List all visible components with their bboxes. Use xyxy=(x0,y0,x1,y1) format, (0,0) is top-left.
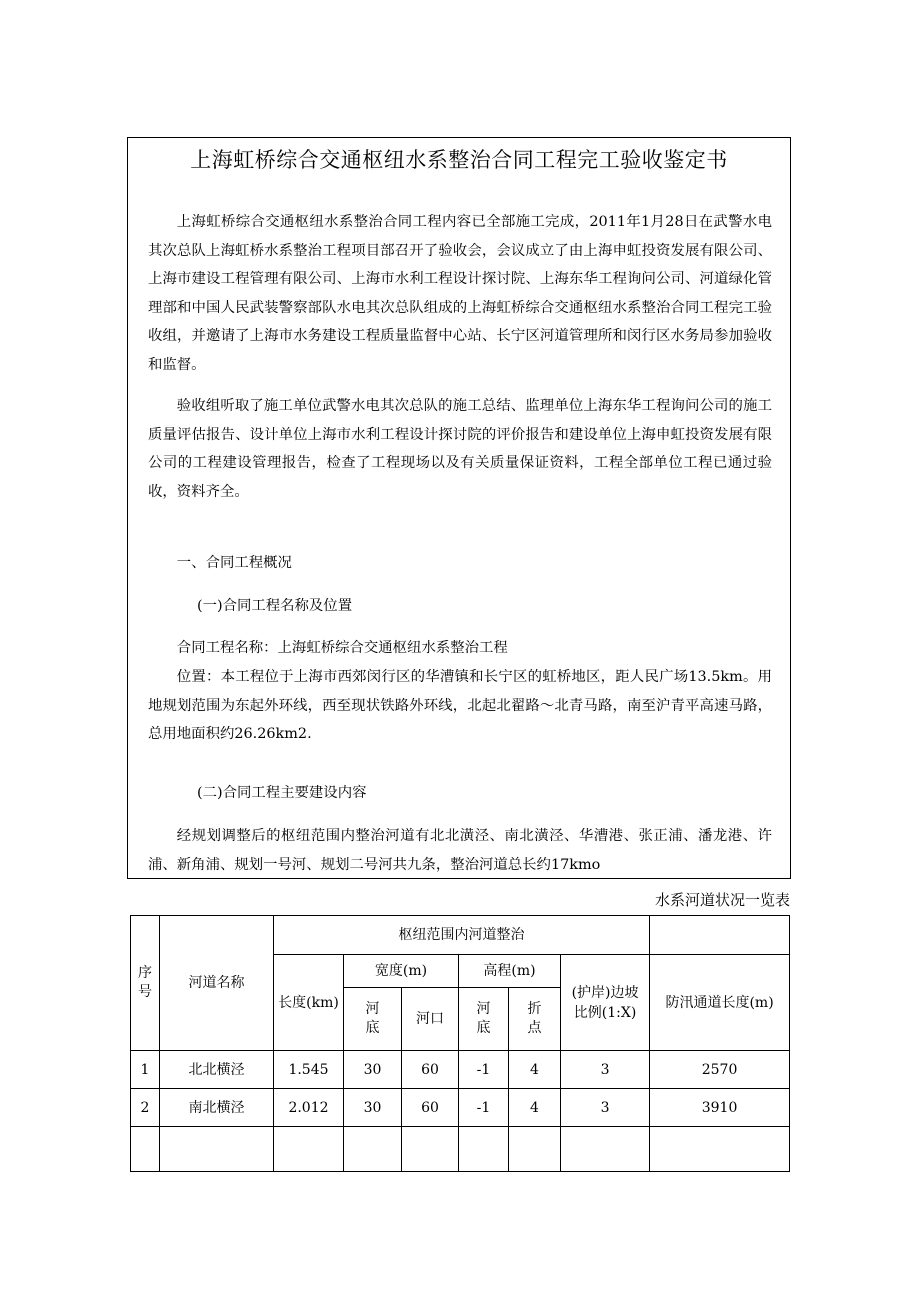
cell-width-bottom: 30 xyxy=(344,1089,402,1127)
river-status-table xyxy=(130,915,790,1172)
cell-empty xyxy=(650,1127,790,1172)
header-group: 枢纽范围内河道整治 xyxy=(274,916,650,955)
cell-elev-bottom: -1 xyxy=(459,1051,509,1089)
cell-river-name: 南北横泾 xyxy=(160,1089,274,1127)
location-paragraph xyxy=(148,663,772,749)
cell-river-name: 北北横泾 xyxy=(160,1051,274,1089)
cell-empty xyxy=(274,1127,344,1172)
cell-empty xyxy=(402,1127,459,1172)
header-width-top: 河口 xyxy=(402,988,459,1051)
cell-width-top: 60 xyxy=(402,1089,459,1127)
header-elev-break: 折点 xyxy=(509,988,561,1051)
cell-seq: 2 xyxy=(131,1089,160,1127)
document-frame xyxy=(127,137,791,879)
table-row-empty xyxy=(131,1127,790,1172)
intro-paragraph-2-text: 验收组听取了施工单位武警水电其次总队的施工总结、监理单位上海东华工程询问公司的施工质量评估报告、设计单位上海市水利工程设计探讨院的评价报告和建设单位上海申虹投资发展有限公司的工程建设管理报告，检查了工程现场以及有关质量保证资料，工程全部单位工程已通过验收，资料齐全。 xyxy=(148,398,772,500)
cell-empty xyxy=(131,1127,160,1172)
header-blank xyxy=(650,916,790,955)
content-paragraph xyxy=(148,822,772,879)
table-caption: 水系河道状况一览表 xyxy=(654,891,790,909)
document-title: 上海虹桥综合交通枢纽水系整治合同工程完工验收鉴定书 xyxy=(190,148,728,172)
subsection-heading-main-content: (二)合同工程主要建设内容 xyxy=(196,785,367,801)
subsection-heading-name-location: (一)合同工程名称及位置 xyxy=(196,598,353,614)
header-slope: (护岸)边坡比例(1:X) xyxy=(561,955,650,1051)
section-heading-overview: 一、合同工程概况 xyxy=(176,555,292,571)
header-width: 宽度(m) xyxy=(344,955,459,988)
header-elevation: 高程(m) xyxy=(459,955,561,988)
content-paragraph-text: 经规划调整后的枢纽范围内整治河道有北北潢泾、南北潢泾、华漕港、张正浦、潘龙港、许浦、新角浦、规划一号河、规划二号河共九条，整治河道总长约17kmo xyxy=(148,828,772,873)
location-paragraph-text: 位置：本工程位于上海市西郊闵行区的华漕镇和长宁区的虹桥地区，距人民广场13.5km。用地规划范围为东起外环线，西至现状铁路外环线，北起北翟路～北青马路，南至沪青平高速马路，总用地面积约26.26km2. xyxy=(148,669,772,743)
cell-elev-bottom: -1 xyxy=(459,1089,509,1127)
cell-width-top: 60 xyxy=(402,1051,459,1089)
intro-paragraph-1 xyxy=(148,208,772,380)
cell-seq: 1 xyxy=(131,1051,160,1089)
intro-paragraph-1-text: 上海虹桥综合交通枢纽水系整治合同工程内容已全部施工完成，2011年1月28日在武警水电其次总队上海虹桥水系整治工程项目部召开了验收会，会议成立了由上海申虹投资发展有限公司、上海市建设工程管理有限公司、上海市水利工程设计探讨院、上海东华工程询问公司、河道绿化管理部和中国人民武装警察部队水电其次总队组成的上海虹桥综合交通枢纽水系整治合同工程完工验收组，并邀请了上海市水务建设工程质量监督中心站、长宁区河道管理所和闵行区水务局参加验收和监督。 xyxy=(148,214,772,373)
table-header-row-1 xyxy=(131,916,790,955)
cell-elev-break: 4 xyxy=(509,1051,561,1089)
cell-flood-length: 3910 xyxy=(650,1089,790,1127)
cell-empty xyxy=(509,1127,561,1172)
cell-length: 1.545 xyxy=(274,1051,344,1089)
intro-paragraph-2 xyxy=(148,392,772,506)
header-seq: 序号 xyxy=(131,916,160,1051)
project-name-line: 合同工程名称：上海虹桥综合交通枢纽水系整治工程 xyxy=(176,640,508,656)
cell-width-bottom: 30 xyxy=(344,1051,402,1089)
header-river-name: 河道名称 xyxy=(160,916,274,1051)
table-row xyxy=(131,1089,790,1127)
cell-empty xyxy=(344,1127,402,1172)
header-width-bottom: 河底 xyxy=(344,988,402,1051)
header-length: 长度(km) xyxy=(274,955,344,1051)
header-elev-bottom: 河底 xyxy=(459,988,509,1051)
cell-empty xyxy=(561,1127,650,1172)
cell-empty xyxy=(459,1127,509,1172)
cell-elev-break: 4 xyxy=(509,1089,561,1127)
cell-empty xyxy=(160,1127,274,1172)
cell-length: 2.012 xyxy=(274,1089,344,1127)
table-row xyxy=(131,1051,790,1089)
cell-slope: 3 xyxy=(561,1089,650,1127)
header-flood-length: 防汛通道长度(m) xyxy=(650,955,790,1051)
cell-slope: 3 xyxy=(561,1051,650,1089)
cell-flood-length: 2570 xyxy=(650,1051,790,1089)
